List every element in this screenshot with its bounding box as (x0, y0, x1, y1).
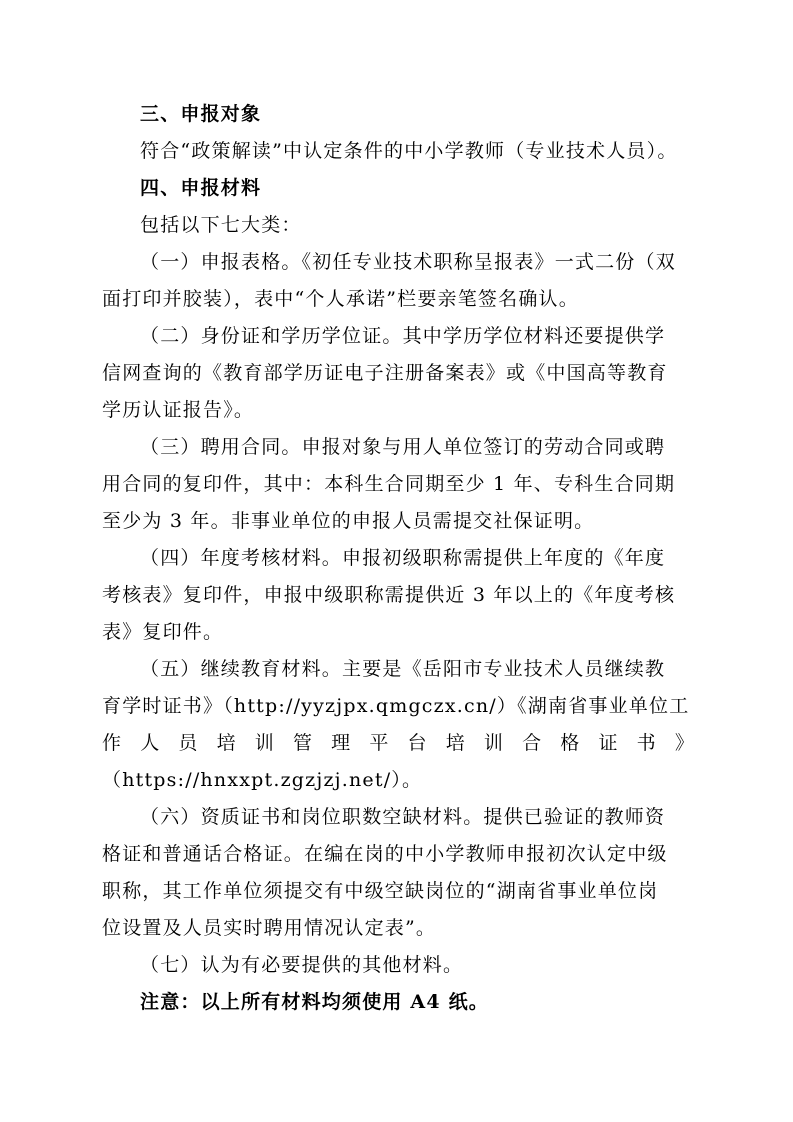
item-7-line-1: （七）认为有必要提供的其他材料。 (140, 954, 464, 976)
char: 作 (102, 732, 122, 754)
item-4-line-3: 表》复印件。 (102, 621, 224, 643)
item-6-line-1: （六）资质证书和岗位职数空缺材料。提供已验证的教师资 (140, 806, 666, 828)
item-5-line-1: （五）继续教育材料。主要是《岳阳市专业技术人员继续教 (140, 658, 666, 680)
item-1-line-2: 面打印并胶装），表中“个人承诺”栏要亲笔签名确认。 (102, 288, 579, 310)
item-5-line-2: 育学时证书》（http://yyzjpx.qmgczx.cn/）《湖南省事业单位工 (102, 695, 690, 717)
item-4-line-2: 考核表》复印件，申报中级职称需提供近 3 年以上的《年度考核 (102, 584, 676, 606)
note-paper-size: 注意：以上所有材料均须使用 A4 纸。 (140, 991, 489, 1013)
item-6-line-4: 位设置及人员实时聘用情况认定表”。 (102, 917, 437, 939)
char: 培 (216, 732, 236, 754)
item-3-line-1: （三）聘用合同。申报对象与用人单位签订的劳动合同或聘 (140, 436, 666, 458)
char: 管 (292, 732, 312, 754)
char: 书 (636, 732, 656, 754)
char: 员 (178, 732, 198, 754)
item-1-line-1: （一）申报表格。《初任专业技术职称呈报表》一式二份（双 (140, 251, 676, 273)
item-2-line-1: （二）身份证和学历学位证。其中学历学位材料还要提供学 (140, 325, 666, 347)
char: 合 (522, 732, 542, 754)
item-2-line-3: 学历认证报告》。 (102, 399, 255, 421)
char: 人 (140, 732, 160, 754)
item-5-line-4: （https://hnxxpt.zgzjzj.net/）。 (102, 769, 423, 791)
item-4-line-1: （四）年度考核材料。申报初级职称需提供上年度的《年度 (140, 547, 666, 569)
section-heading-applicants: 三、申报对象 (140, 103, 262, 125)
item-3-line-3: 至少为 3 年。非事业单位的申报人员需提交社保证明。 (102, 510, 595, 532)
char: 训 (483, 732, 503, 754)
item-5-line-3 (102, 725, 694, 762)
char: 理 (331, 732, 351, 754)
char: 》 (674, 732, 694, 754)
char: 训 (254, 732, 274, 754)
item-3-line-2: 用合同的复印件，其中：本科生合同期至少 1 年、专科生合同期 (102, 473, 676, 495)
paragraph-applicants: 符合“政策解读”中认定条件的中小学教师（专业技术人员）。 (140, 140, 678, 162)
paragraph-materials-intro: 包括以下七大类： (140, 214, 302, 236)
section-heading-materials: 四、申报材料 (140, 177, 262, 199)
char: 台 (407, 732, 427, 754)
char: 平 (369, 732, 389, 754)
item-6-line-3: 职称，其工作单位须提交有中级空缺岗位的“湖南省事业单位岗 (102, 880, 659, 902)
char: 培 (445, 732, 465, 754)
item-6-line-2: 格证和普通话合格证。在编在岗的中小学教师申报初次认定中级 (102, 843, 668, 865)
document-body (102, 96, 694, 1021)
item-2-line-2: 信网查询的《教育部学历证电子注册备案表》或《中国高等教育 (102, 362, 668, 384)
char: 格 (560, 732, 580, 754)
char: 证 (598, 732, 618, 754)
